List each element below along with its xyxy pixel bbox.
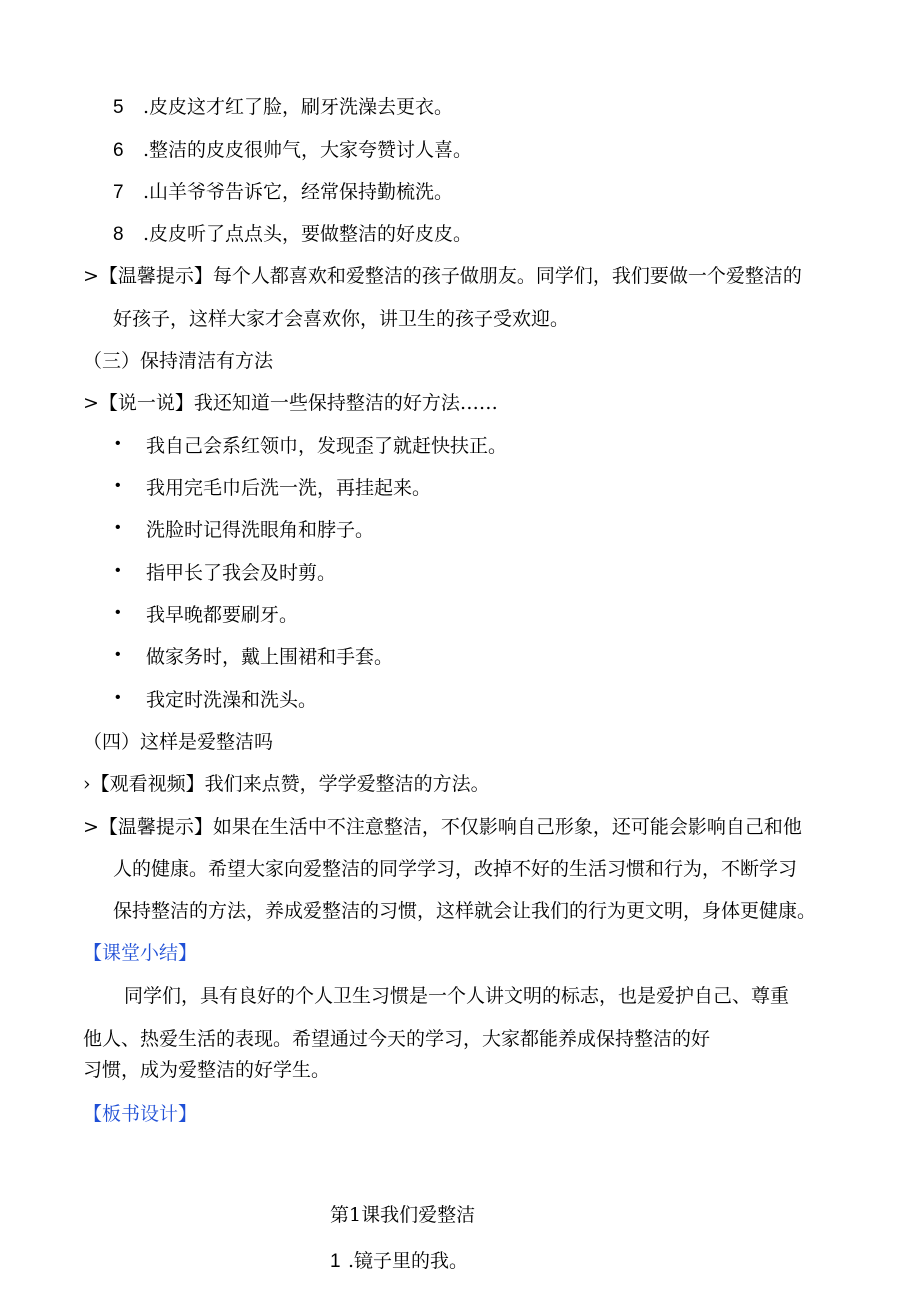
arrow-marker-icon: > [83,816,99,838]
section4-title: （四）这样是爱整洁吗 [83,731,274,753]
rhyme-text: .山羊爷爷告诉它，经常保持勤梳洗。 [143,181,454,203]
bullet-icon: • [115,519,121,536]
bullet-icon: • [115,689,121,706]
arrow-marker-icon: > [83,265,99,287]
tip2-line-3: 保持整洁的方法，养成爱整洁的习惯，这样就会让我们的行为更文明，身体更健康。 [113,900,817,922]
rhyme-number: 5 [113,97,124,118]
talk-line [83,391,498,415]
bullet-icon: • [115,562,121,579]
rhyme-number: 8 [113,224,124,245]
board-title: 第1课我们爱整洁 [330,1204,476,1226]
summary-heading: 【课堂小结】 [83,942,198,964]
rhyme-text: .皮皮这才红了脸，刷牙洗澡去更衣。 [143,96,454,118]
video-text: 【观看视频】我们来点赞，学学爱整洁的方法。 [90,773,490,795]
rhyme-line-6 [113,138,472,163]
video-line [83,772,490,796]
summary-line-2: 他人、热爱生活的表现。希望通过今天的学习，大家都能养成保持整洁的好 [83,1028,711,1050]
tip2-line-1 [83,815,802,839]
bullet-item: 我定时洗澡和洗头。 [146,689,318,711]
chevron-marker-icon: › [83,773,91,795]
bullet-item: 指甲长了我会及时剪。 [146,562,337,584]
tip1-line-1 [83,264,802,288]
bullet-item: 我自己会系红领巾，发现歪了就赶快扶正。 [146,435,508,457]
rhyme-line-5 [113,95,453,120]
rhyme-text: .皮皮听了点点头，要做整洁的好皮皮。 [143,223,473,245]
board-item [330,1249,468,1274]
rhyme-number: 6 [113,140,124,161]
tip1-line-2 [113,307,569,331]
tip2-text-1: 【温馨提示】如果在生活中不注意整洁，不仅影响自己形象，还可能会影响自己和他 [98,816,802,838]
tip1-text-1: 【温馨提示】每个人都喜欢和爱整洁的孩子做朋友。同学们，我们要做一个爱整洁的 [98,265,802,287]
bullet-item: 我用完毛巾后洗一洗，再挂起来。 [146,477,432,499]
bullet-icon: • [115,604,121,621]
rhyme-text: .整洁的皮皮很帅气，大家夸赞讨人喜。 [143,139,473,161]
arrow-marker-icon: > [83,392,99,414]
rhyme-line-8 [113,222,472,247]
rhyme-line-7 [113,180,453,205]
bullet-icon: • [115,435,121,452]
rhyme-number: 7 [113,182,124,203]
bullet-item: 做家务时，戴上围裙和手套。 [146,646,394,668]
board-heading: 【板书设计】 [83,1103,198,1125]
bullet-icon: • [115,646,121,663]
summary-line-3: 习惯，成为爱整洁的好学生。 [83,1059,331,1081]
tip1-text-2: 好孩子，这样大家才会喜欢你，讲卫生的孩子受欢迎。 [113,308,570,330]
board-item-text: .镜子里的我。 [348,1250,469,1272]
summary-line-1: 同学们，具有良好的个人卫生习惯是一个人讲文明的标志，也是爱护自己、尊重 [124,985,790,1007]
board-item-number: 1 [330,1251,341,1272]
bullet-item: 洗脸时记得洗眼角和脖子。 [146,519,375,541]
section3-title: （三）保持清洁有方法 [83,350,274,372]
tip2-line-2: 人的健康。希望大家向爱整洁的同学学习，改掉不好的生活习惯和行为，不断学习 [113,858,798,880]
bullet-item: 我早晚都要刷牙。 [146,604,299,626]
talk-text: 【说一说】我还知道一些保持整洁的好方法…… [98,392,498,414]
bullet-icon: • [115,477,121,494]
